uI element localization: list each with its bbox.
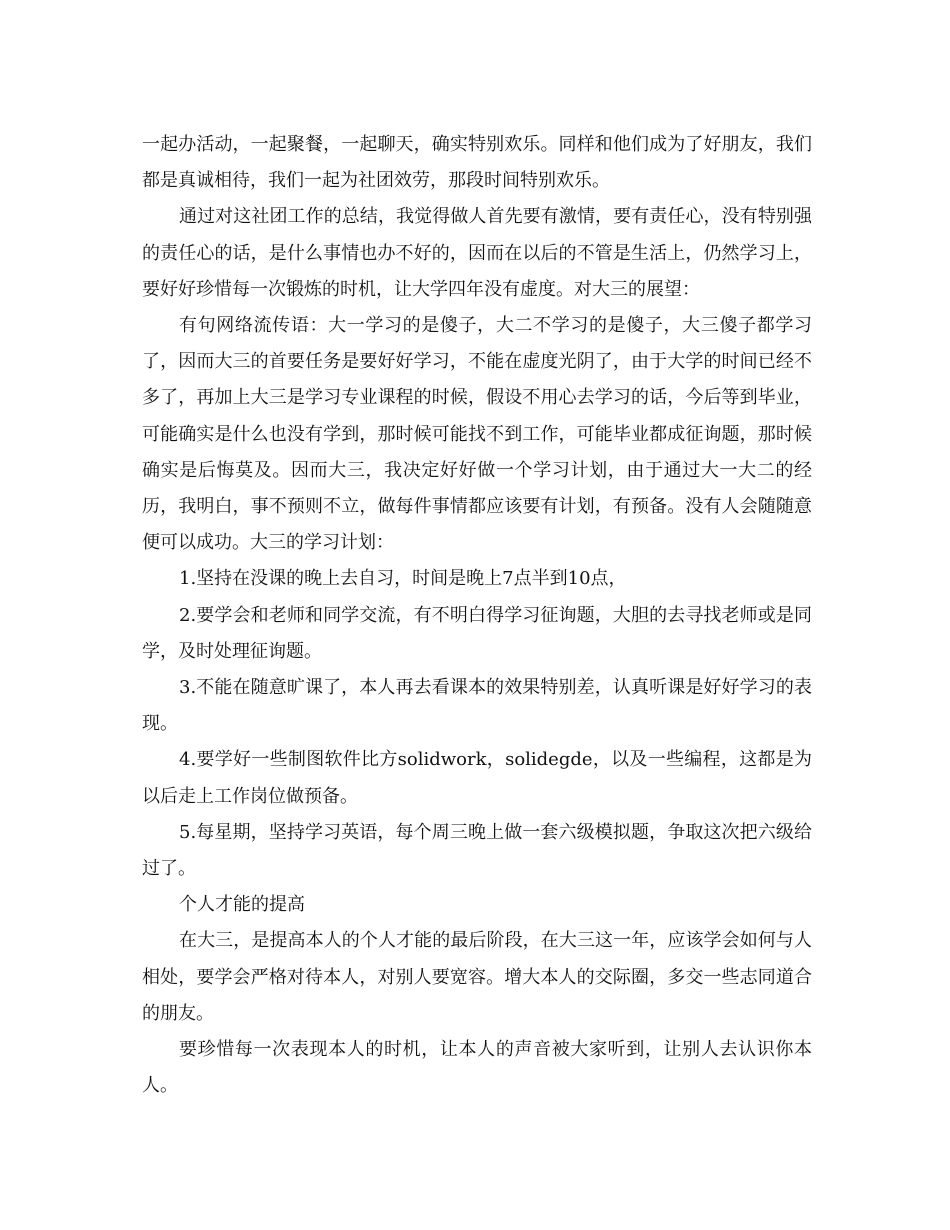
list-item-5: 5.每星期，坚持学习英语，每个周三晚上做一套六级模拟题，争取这次把六级给过了。: [142, 821, 812, 880]
section-heading: 个人才能的提高: [179, 894, 305, 916]
paragraph-4: 在大三，是提高本人的个人才能的最后阶段，在大三这一年，应该学会如何与人相处，要学会严格对待本人，对别人要宽容。增大本人的交际圈，多交一些志同道合的朋友。: [142, 930, 812, 1024]
list-item-1: 1.坚持在没课的晚上去自习，时间是晚上7点半到10点，: [179, 568, 627, 590]
list-item-3: 3.不能在随意旷课了，本人再去看课本的效果特别差，认真听课是好好学习的表现。: [142, 677, 812, 735]
list-item-2: 2.要学会和老师和同学交流，有不明白得学习征询题，大胆的去寻找老师或是同学，及时处理征询题。: [142, 604, 812, 662]
document-body: [142, 127, 812, 1104]
list-item-4: 4.要学好一些制图软件比方solidwork，solidegde，以及一些编程，这都是为以后走上工作岗位做预备。: [142, 749, 812, 807]
paragraph-1: 一起办活动，一起聚餐，一起聊天，确实特别欢乐。同样和他们成为了好朋友，我们都是真诚相待，我们一起为社团效劳，那段时间特别欢乐。: [142, 134, 812, 192]
paragraph-5: 要珍惜每一次表现本人的时机，让本人的声音被大家听到，让别人去认识你本人。: [142, 1039, 812, 1097]
paragraph-2: 通过对这社团工作的总结，我觉得做人首先要有激情，要有责任心，没有特别强的责任心的话，是什么事情也办不好的，因而在以后的不管是生活上，仍然学习上，要好好珍惜每一次锻炼的时机，让大学四年没有虚度。对大三的展望：: [142, 206, 812, 300]
paragraph-3: 有句网络流传语：大一学习的是傻子，大二不学习的是傻子，大三傻子都学习了，因而大三的首要任务是要好好学习，不能在虚度光阴了，由于大学的时间已经不多了，再加上大三是学习专业课程的时候，假设不用心去学习的话，今后等到毕业，可能确实是什么也没有学到，那时候可能找不到工作，可能毕业都成征询题，那时候确实是后悔莫及。因而大三，我决定好好做一个学习计划，由于通过大一大二的经历，我明白，事不预则不立，做每件事情都应该要有计划，有预备。没有人会随随意便可以成功。大三的学习计划：: [142, 315, 812, 554]
